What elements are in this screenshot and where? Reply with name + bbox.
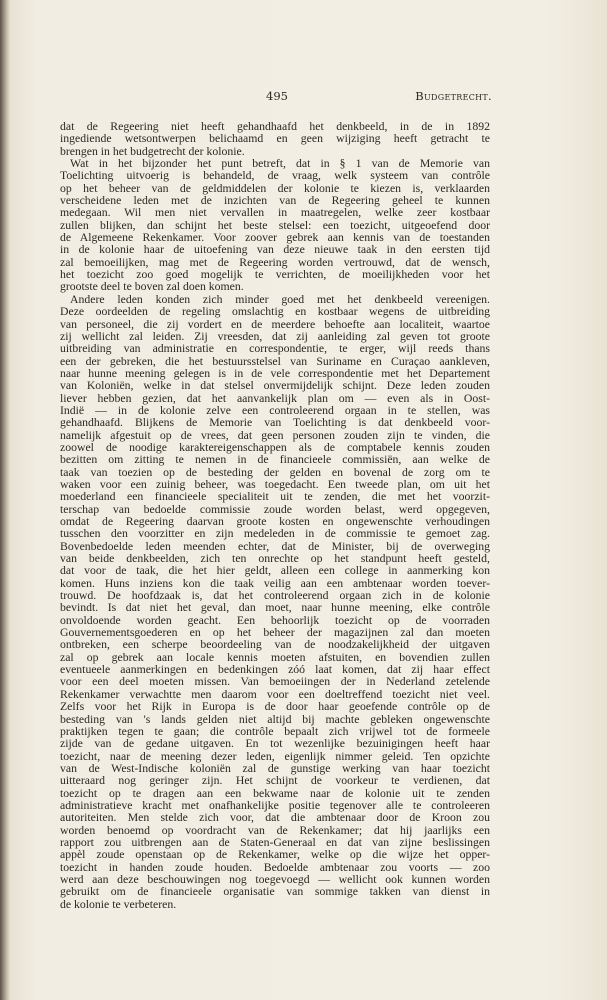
text-line: eventueele aanmerkingen en bedenkingen zóó laat komen, dat zij haar effect (60, 663, 490, 677)
text-line: van Koloniën, welke in dat stelsel onvermijdelijk schijnt. Deze leden zouden (60, 379, 490, 393)
text-line: omdat de Regeering daarvan groote kosten en ongewenschte verhoudingen (60, 515, 490, 528)
text-line: waken voor een zuinig beheer, was toegedacht. Een tweede plan, om uit het (60, 477, 490, 491)
text-line: uitteraard nog geringer zijn. Het schijnt de voorkeur te verdienen, dat (60, 774, 490, 788)
text-line: toezicht op te dragen aan een bekwame naar de kolonie uit te zenden (60, 786, 490, 800)
text-line: ingediende wetsontwerpen belichaamd en geen wijziging heeft getracht te (60, 132, 490, 146)
text-line: rapport zou uitbrengen aan de Staten-Generaal en dat van zijne beslissingen (60, 835, 490, 849)
text-line: komen. Huns inziens kon die taak veilig aan een ambtenaar worden toever- (60, 576, 490, 590)
text-line: de kolonie te verbeteren. (60, 897, 177, 911)
text-line: autoriteiten. Men stelde zich voor, dat die ambtenaar door de Kroon zou (60, 811, 490, 825)
text-line: zij wellicht zal leiden. Zij vreesden, dat zij aanleiding zal geven tot groote (60, 329, 490, 343)
text-line: moederland een financieele specialiteit uit te zenden, die met het voorzit- (60, 490, 490, 504)
text-line: worden benoemd op voordracht van de Rekenkamer; dat hij jaarlijks een (60, 823, 490, 837)
text-line: liever hebben gezien, dat het aanvankelijk plan om — even als in Oost- (60, 391, 490, 405)
text-line: trouwd. De hoofdzaak is, dat het controleerend orgaan zich in de kolonie (60, 589, 490, 603)
text-line: toezicht, naar de meening dezer leden, eigenlijk nimmer geleid. Ten opzichte (60, 749, 490, 763)
text-line: op het beheer van de geldmiddelen der kolonie te kiezen is, verklaarden (60, 181, 490, 195)
text-line: grootste deel te boven zal doen komen. (60, 280, 244, 294)
text-line: Toelichting uitvoerig is behandeld, de vraag, welk systeem van contrôle (60, 169, 490, 183)
text-line: zullen blijken, dan schijnt het beste stelsel: een toezicht, uitgeoefend door (60, 218, 490, 232)
text-line: taak van toezien op de besteding der gelden en bovenal de zorg om te (60, 465, 490, 479)
text-line: gebruikt om de financieele organisatie van sommige takken van dienst in (60, 885, 490, 899)
text-line: zal bemoeilijken, mag met de Regeering worden vertrouwd, dat de wensch, (60, 255, 490, 269)
text-line: medegaan. Wil men niet vervallen in maatregelen, welke zeer kostbaar (60, 206, 490, 220)
text-line: bevindt. Is dat niet het geval, dan moet, naar hunne meening, elke contrôle (60, 601, 490, 615)
text-line: dat voor de taak, die het hier geldt, alleen een college in aanmerking kon (60, 564, 490, 578)
text-line: Deze oordeelden de regeling omslachtig en kostbaar wegens de uitbreiding (60, 305, 490, 319)
text-line: de Algemeene Rekenkamer. Voor zoover gebrek aan kennis van de toestanden (60, 231, 490, 245)
text-line: brengen in het budgetrecht der kolonie. (60, 144, 245, 158)
text-line: terschap van bedoelde commissie zoude worden belast, werd opgegeven, (60, 502, 490, 516)
text-line: naar hunne meening gelegen is in de vele correspondentie met het Departement (60, 366, 490, 380)
text-line: uitbreiding van administratie en correspondentie, te erger, wijl reeds thans (60, 342, 490, 356)
text-line: administratieve kracht met onafhankelijke positie tegenover alle te controleeren (60, 798, 490, 812)
text-line: het toezicht zoo goed mogelijk te verrichten, de moeilijkheden voor het (60, 268, 490, 282)
text-line: werd aan deze beschouwingen nog toegevoegd — wellicht ook kunnen worden (60, 872, 490, 886)
text-line: bezitten om zitting te nemen in de financieele commissiën, aan welke de (60, 453, 490, 467)
text-line: van beide denkbeelden, zich ten onrechte op het standpunt heeft gesteld, (60, 552, 490, 566)
text-line: verscheidene leden met de inzichten van de Regeering geheel te kunnen (60, 194, 490, 208)
text-line: besteding van 's lands gelden niet altijd bij machte gebleken ongewenschte (60, 712, 490, 726)
text-line: praktijken tegen te gaan; die contrôle bepaalt zich vrijwel tot de formeele (60, 724, 490, 738)
text-line: van personeel, die zij vordert en de meerdere behoefte aan localiteit, waartoe (60, 317, 490, 331)
text-line: van de West-Indische koloniën zal de gunstige werking van haar toezicht (60, 761, 490, 775)
text-line: zoowel de noodige karaktereigenschappen als de comptabele kennis zouden (60, 440, 490, 454)
text-line: gehandhaafd. Blijkens de Memorie van Toelichting is dat denkbeeld voor- (60, 416, 490, 430)
book-spine-shadow (0, 0, 10, 1000)
text-line: voor een deel moeten missen. Van bemoeiingen der in Nederland zetelende (60, 675, 490, 689)
text-line: Indië — in de kolonie zelve een controleerend orgaan in te stellen, was (60, 403, 490, 417)
page-number: 495 (266, 89, 288, 103)
text-line: Bovenbedoelde leden meenden echter, dat de Minister, bij de overweging (60, 539, 490, 553)
text-line: Wat in het bijzonder het punt betreft, dat in § 1 van de Memorie van (70, 157, 490, 171)
text-line: Rekenkamer verwachtte men daarom voor een doeltreffend toezicht niet veel. (60, 687, 490, 701)
page-header (60, 89, 492, 105)
body-text (60, 121, 490, 911)
text-line: onvoldoende worden geacht. Een behoorlijk toezicht op de voorraden (60, 613, 490, 627)
text-line: namelijk afgestuit op de vrees, dat geen personen zouden zijn te vinden, die (60, 428, 490, 442)
text-line: ontbreken, een scherpe beoordeeling van de noodzakelijkheid der uitgaven (60, 638, 490, 652)
text-line: zijde van de gedane uitgaven. En tot wezenlijke bezuinigingen heeft haar (60, 737, 490, 751)
text-line: toezicht in handen zoude houden. Bedoelde ambtenaar zou voorts — zoo (60, 860, 490, 874)
text-line: in de kolonie haar de uitoefening van deze nieuwe taak in den eersten tijd (60, 243, 490, 257)
running-title: Budgetrecht. (415, 89, 492, 103)
text-line: Gouvernementsgoederen en op het beheer der magazijnen zal dan moeten (60, 626, 490, 640)
text-line: Andere leden konden zich minder goed met het denkbeeld vereenigen. (70, 292, 490, 306)
text-line: Zelfs voor het Rijk in Europa is de door haar geoefende contrôle op de (60, 700, 490, 714)
text-line: dat de Regeering niet heeft gehandhaafd het denkbeeld, in de in 1892 (60, 120, 490, 133)
text-line: appèl zoude openstaan op de Rekenkamer, welke op die wijze het opper- (60, 848, 490, 862)
text-line: zal op gebrek aan locale kennis moeten afstuiten, en bovendien zullen (60, 650, 490, 664)
text-line: tusschen den voorzitter en zijn medeleden in de commissie te gemoet zag. (60, 527, 490, 541)
text-line: een der gebreken, die het bestuursstelsel van Suriname en Curaçao aankleven, (60, 354, 490, 368)
